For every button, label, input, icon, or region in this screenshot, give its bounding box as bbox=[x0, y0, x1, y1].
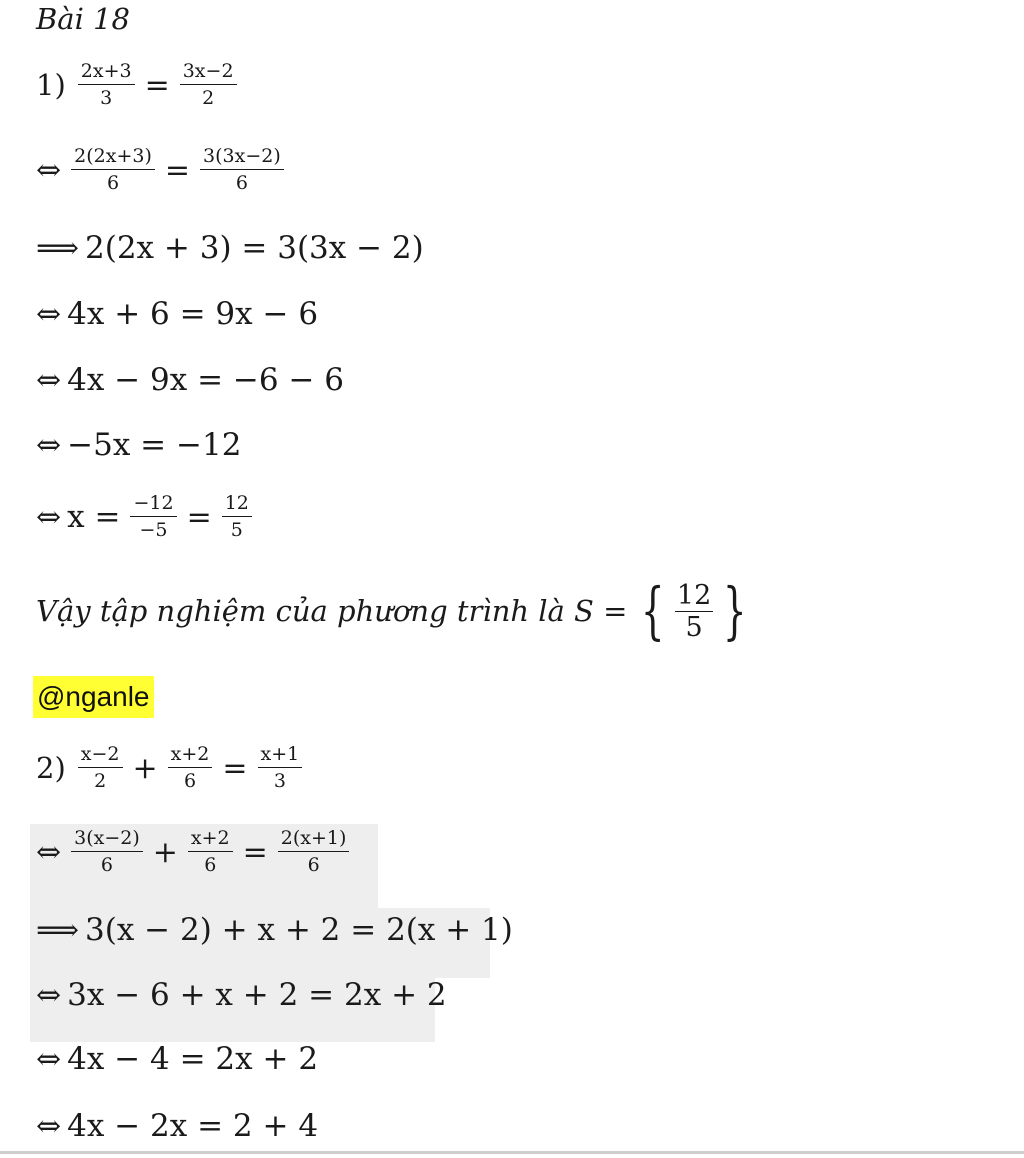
p2-step-1: ⇔ $\frac{3(x-2)}{6}$ + $\frac{x+2}{6}$ = $\frac{2(x+1)}{6}$ bbox=[36, 829, 353, 875]
p1-step-3: ⇔ 4x + 6 = 9x − 6 bbox=[36, 296, 319, 332]
p1-label: 1) bbox=[36, 68, 66, 102]
p1-conclusion: Vậy tập nghiệm của phương trình là S = { $\frac{12}{5}$ } bbox=[36, 574, 747, 647]
fraction: $\frac{-12}{-5}$ bbox=[130, 494, 176, 540]
fraction: $\frac{2x+3}{3}$ bbox=[78, 62, 135, 108]
p2-step-3: ⇔ 3x − 6 + x + 2 = 2x + 2 bbox=[36, 977, 447, 1013]
author-mention: @nganle bbox=[33, 676, 154, 718]
fraction: $\frac{x+1}{3}$ bbox=[258, 745, 303, 791]
right-brace: } bbox=[723, 574, 747, 647]
fraction: $\frac{2(2x+3)}{6}$ bbox=[71, 147, 155, 193]
fraction: $\frac{x-2}{2}$ bbox=[78, 745, 123, 791]
iff-symbol: ⇔ bbox=[36, 977, 62, 1013]
fraction: $\frac{2(x+1)}{6}$ bbox=[278, 829, 350, 875]
iff-symbol: ⇔ bbox=[36, 296, 62, 332]
p1-step-6: ⇔ x = $\frac{-12}{-5}$ = $\frac{12}{5}$ bbox=[36, 494, 256, 540]
iff-symbol: ⇔ bbox=[36, 1108, 62, 1144]
fraction: $\frac{3x-2}{2}$ bbox=[180, 62, 237, 108]
p2-step-2: ⟹ 3(x − 2) + x + 2 = 2(x + 1) bbox=[36, 912, 513, 948]
implies-symbol: ⟹ bbox=[36, 230, 80, 266]
iff-symbol: ⇔ bbox=[36, 834, 62, 870]
fraction: $\frac{3(x-2)}{6}$ bbox=[71, 829, 143, 875]
p1-step-2: ⟹ 2(2x + 3) = 3(3x − 2) bbox=[36, 230, 424, 266]
p2-step-5: ⇔ 4x − 2x = 2 + 4 bbox=[36, 1108, 319, 1144]
fraction: $\frac{3(3x-2)}{6}$ bbox=[200, 147, 284, 193]
implies-symbol: ⟹ bbox=[36, 912, 80, 948]
fraction: $\frac{12}{5}$ bbox=[222, 494, 252, 540]
p2-label: 2) bbox=[36, 751, 66, 785]
iff-symbol: ⇔ bbox=[36, 1041, 62, 1077]
exercise-title: Bài 18 bbox=[36, 2, 130, 36]
p2-given-equation: 2) $\frac{x-2}{2}$ + $\frac{x+2}{6}$ = $\frac{x+1}{3}$ bbox=[36, 745, 306, 791]
fraction: $\frac{x+2}{6}$ bbox=[168, 745, 213, 791]
page-bottom-border bbox=[0, 1151, 1024, 1154]
solution-fraction: $\frac{12}{5}$ bbox=[676, 579, 712, 643]
iff-symbol: ⇔ bbox=[36, 362, 62, 398]
iff-symbol: ⇔ bbox=[36, 499, 62, 535]
p1-step-1: ⇔ $\frac{2(2x+3)}{6}$ = $\frac{3(3x-2)}{6}$ bbox=[36, 147, 288, 193]
iff-symbol: ⇔ bbox=[36, 152, 62, 188]
p1-step-5: ⇔ −5x = −12 bbox=[36, 427, 242, 463]
p1-given-equation: 1) $\frac{2x+3}{3}$ = $\frac{3x-2}{2}$ bbox=[36, 62, 241, 108]
p1-step-4: ⇔ 4x − 9x = −6 − 6 bbox=[36, 362, 345, 398]
iff-symbol: ⇔ bbox=[36, 427, 62, 463]
left-brace: { bbox=[641, 574, 665, 647]
p2-step-4: ⇔ 4x − 4 = 2x + 2 bbox=[36, 1041, 319, 1077]
fraction: $\frac{x+2}{6}$ bbox=[188, 829, 233, 875]
